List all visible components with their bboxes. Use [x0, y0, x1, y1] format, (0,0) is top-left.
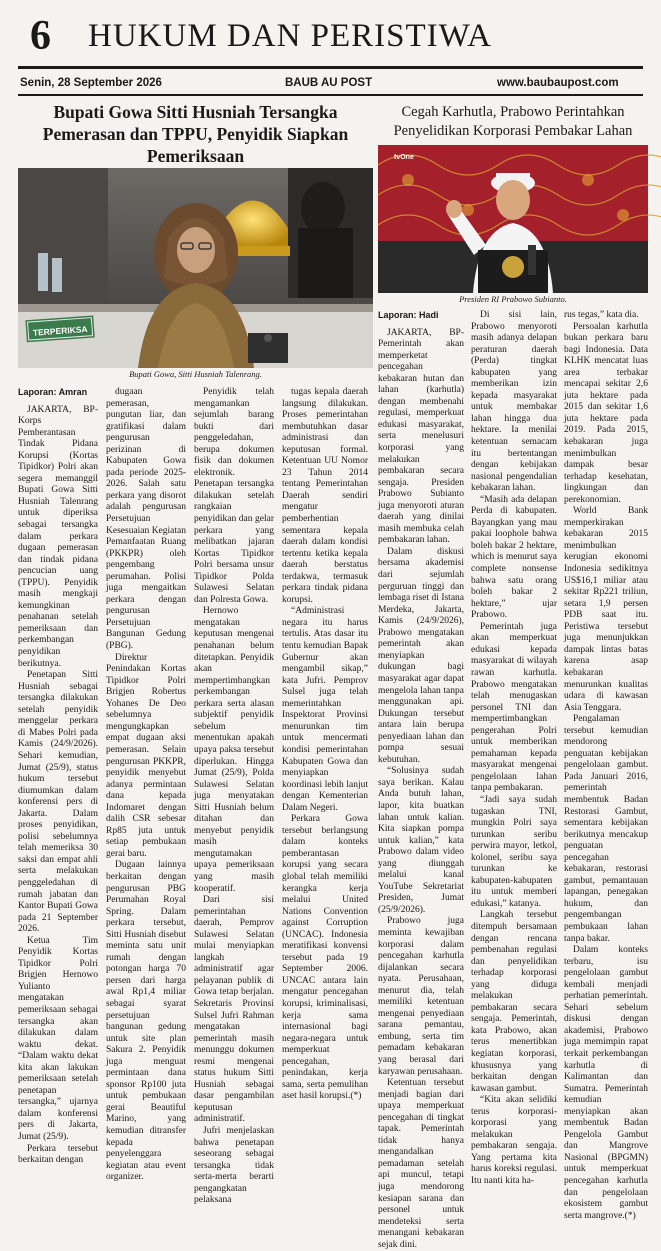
masthead-rule-bottom	[18, 94, 643, 96]
right-col3-p5: Dalam konteks terbaru, isu pengelolaan gambut kembali menjadi perhatian pemerintah. Sehari sebelum diskusi dengan akademisi, Prabowo juga memimpin rapat terkait perkembangan karhutla di Kalimantan dan Sumatra. Pemerintah kemudian menyiapkan akan membentuk Badan Pengelola Gambut dan Mangrove Nasional (BPGMN) untuk memperkuat pencegahan karhutla dan pengelolaan ekosistem gambut serta mangrove.(*)	[564, 945, 648, 1221]
right-col3-p4: Pengalaman tersebut kemudian mendorong penguatan kebijakan pengelolaan gambut. Pada Januari 2016, pemerintah membentuk Badan Restorasi Gambut, sementara kebijakan berikutnya mencakup penguatan pencegahan kebakaran, restorasi gambut, pemantauan lapangan, penegakan hukum, dan pengembangan pembukaan lahan tanpa bakar.	[564, 714, 648, 944]
right-headline: Cegah Karhutla, Prabowo Perintahkan Penyelidikan Korporasi Pembakar Lahan	[393, 104, 633, 139]
left-col1-p4: Perkara tersebut berkaitan dengan	[18, 1143, 98, 1166]
right-col2-p1: Di sisi lain, Prabowo menyoroti masih adanya delapan peraturan daerah (Perda) tingkat kabupaten yang memberikan izin kepada masyarakat untuk membakar lahan hingga dua hektare. Ia menilai ketentuan semacam itu bertentangan dengan kebijakan nasional pengendalian kebakaran lahan.	[471, 310, 557, 494]
left-col4-p3: Perkara Gowa tersebut berlangsung dalam konteks pemberantasan korupsi yang secara global telah memiliki kerangka kerja melalui United Nations Convention against Corruption (UNCAC). Indonesia meratifikasi konvensi tersebut pada 19 September 2006. UNCAC antara lain mengatur pencegahan korupsi, kriminalisasi, kerja sama internasional bagi negara-negara untuk memperkuat pencegahan, penindakan, kerja sama, serta pemulihan aset hasil korupsi.(*)	[282, 814, 368, 1102]
president-photo-illustration	[378, 145, 648, 293]
left-col-1	[18, 387, 98, 1166]
right-col1-p4: Prabowo juga meminta kewajiban korporasi dalam pencegahan karhutla dijalankan secara nyata. Perusahaan, menurut dia, telah memiliki ketentuan mengenai penyediaan sarana pemantau, embung, serta tim pemadam kebakaran yang berasal dari karyawan perusahaan.	[378, 916, 464, 1077]
right-col2-p6: “Kita akan selidiki terus korporasi-korporasi yang melakukan pembakaran sengaja. Yang pertama kita harus koreksi regulasi. Itu nanti kita ha-	[471, 1095, 557, 1187]
tv-badge: tvOne	[394, 154, 414, 161]
right-col-3	[564, 310, 648, 1221]
right-col2-p3: Pemerintah juga akan memperkuat edukasi kepada masyarakat di wilayah rawan karhutla. Prabowo mengatakan telah menugaskan personel TNI dan mempertimbangkan pengerahan Polri untuk memberikan pemahaman kepada masyarakat mengenai pengelolaan lahan tanpa pembakaran.	[471, 621, 557, 794]
left-col1-p1: JAKARTA, BP- Korps Pemberantasan Tindak Pidana Korupsi (Kortas Tipidkor) Polri akan segera memanggil Bupati Gowa Sitti Husniah Talenrang untuk diperiksa sebagai tersangka dalam perkara dugaan pemerasan dan tindak pidana pencucian uang (TPPU). Penyidik masih mengkaji kemungkinan penahanan setelah pemeriksaan dan perkembangan penyidikan berikutnya.	[18, 404, 98, 669]
left-col3-p3: Dari sisi pemerintahan daerah, Pemprov Sulawesi Selatan mulai menyiapkan langkah administratif agar pelayanan publik di Gowa tetap berjalan. Sekretaris Provinsi Sulsel Jufri Rahman mengatakan pemerintah masih menunggu dokumen resmi mengenai status hukum Sitti Husniah sebagai dasar pengambilan keputusan administratif.	[194, 895, 274, 1125]
right-col1-p5: Ketentuan tersebut menjadi bagian dari upaya memperkuat pencegahan di tingkat tapak. Pemerintah tidak hanya mengandalkan pemadaman setelah api muncul, tetapi juga mendorong kesiapan sarana dan personel untuk mendeteksi serta menangani kebakaran sejak dini.	[378, 1078, 464, 1250]
section-rubric: HUKUM DAN PERISTIWA	[88, 18, 492, 54]
left-photo	[18, 168, 373, 368]
right-col-1	[378, 310, 464, 1250]
right-photo	[378, 145, 648, 293]
left-col2-p2: Direktur Penindakan Kortas Tipidkor Polri Brigjen Robertus Yohanes De Deo sebelumnya mengungkapkan empat dugaan aksi pemerasan. Selain pengurusan PKKPR, penyidik menyebut adanya permintaan dana kepada Indomaret dengan dalih CSR sebesar Rp85 juta untuk setiap pembukaan gerai baru.	[106, 652, 186, 859]
right-col3-p2: Persoalan karhutla bukan perkara baru bagi Indonesia. Data KLHK mencatat luas area terbakar mencapai sekitar 2,6 juta hektare pada 2015 dan sekitar 1,6 juta hektare pada 2019. Pada 2015, kebakaran juga menimbulkan dampak besar terhadap kesehatan, lingkungan dan perekonomian.	[564, 321, 648, 505]
masthead-rule-top	[18, 66, 643, 69]
page-number: 6	[30, 13, 51, 59]
right-col3-p1: rus tegas,” kata dia.	[564, 310, 639, 320]
left-col3-p1: Penyidik telah mengamankan sejumlah barang bukti dari penggeledahan, berupa dokumen fisik dan dokumen elektronik. Penetapan tersangka dilakukan setelah rangkaian penyidikan dan gelar perkara yang melibatkan jajaran Kortas Tipidkor Polri bersama unsur Tipidkor Polda Sulawesi Selatan dan Polresta Gowa.	[194, 387, 274, 605]
left-col4-p1: tugas kepala daerah langsung dilakukan. Proses pemerintahan membutuhkan dasar administrasi dan keputusan formal. Ketentuan UU Nomor 23 Tahun 2014 tentang Pemerintahan Daerah sendiri mengatur pemberhentian sementara kepala daerah dalam kondisi tertentu ketika kepala daerah berstatus terdakwa, termasuk perkara tindak pidana korupsi.	[282, 387, 368, 605]
left-col-3	[194, 387, 274, 1206]
right-col1-p3: “Solusinya sudah saya berikan. Kalau Anda butuh lahan, lapor, kita buatkan lahan untuk kalian. Kita siapkan pompa untuk kalian,” kata Prabowo dalam video yang diunggah melalui kanal YouTube Sekretariat Presiden, Jumat (25/9/2026).	[378, 766, 464, 915]
left-photo-caption: Bupati Gowa, Sitti Husniah Talenrang.	[129, 369, 262, 379]
masthead	[0, 0, 661, 72]
left-col1-p3: Ketua Tim Penyidik Kortas Tipidkor Polri Brigjen Hernowo Yulianto mengatakan pemeriksaan sebagai tersangka akan dilakukan dalam waktu dekat. “Dalam waktu dekat kita akan lakukan pemeriksaan setelah penetapan tersangka,” ujarnya dalam konferensi pers di Jakarta, Jumat (25/9).	[18, 935, 98, 1142]
website-link[interactable]: www.baubaupost.com	[497, 77, 619, 89]
left-col-4	[282, 387, 368, 1102]
issue-date: Senin, 28 September 2026	[20, 77, 162, 89]
right-col1-p2: Dalam diskusi bersama akademisi dari sejumlah perguruan tinggi dan lembaga riset di Istana Merdeka, Jakarta, Kamis (24/9/2026), Prabowo mengatakan pemerintah akan menyiapkan dukungan bagi masyarakat agar dapat mengelola lahan tanpa menggunakan api. Dukungan tersebut antara lain berupa penyediaan lahan dan pompa sesuai kebutuhan.	[378, 546, 464, 765]
desk-sign-text: TERPERIKSA	[32, 323, 88, 338]
right-col1-p1: JAKARTA, BP- Pemerintah akan memperketat pencegahan kebakaran hutan dan lahan (karhutla) dengan membenahi regulasi, memperkuat edukasi masyarakat, serta menelusuri korporasi yang melakukan pembakaran secara sengaja. Presiden Prabowo Subianto juga menyoroti aturan daerah yang dinilai masih membuka celah pembakaran lahan.	[378, 327, 464, 546]
left-col3-p2: Hernowo mengatakan keputusan mengenai penahanan belum ditetapkan. Penyidik akan mempertimbangkan perkembangan perkara serta alasan subjektif penyidik sebelum menentukan apakah upaya paksa tersebut diperlukan. Hingga Jumat (25/9), Polda Sulawesi Selatan juga menyatakan Sitti Husniah belum ditahan dan menyebut penyidik masih mengutamakan upaya pemeriksaan yang masih kooperatif.	[194, 606, 274, 894]
left-col1-p2: Penetapan Sitti Husniah sebagai tersangka dilakukan setelah penyidik menggelar perkara di Mabes Polri pada Kamis (24/9/2026). Sehari kemudian, Jumat (25/9), status hukum tersebut diumumkan dalam konferensi pers di Jakarta. Dalam proses penyidikan, polisi sebelumnya telah memeriksa 30 saksi dan empat ahli serta melakukan penggeledahan di rumah jabatan dan Kantor Bupati Gowa pada 21 September 2026.	[18, 670, 98, 935]
right-col3-p3: World Bank memperkirakan kebakaran 2015 menimbulkan kerugian ekonomi Indonesia sedikitnya US$16,1 miliar atau sekitar Rp221 triliun, setara 1,9 persen PDB saat itu. Peristiwa tersebut juga menunjukkan dampak lintas batas karena asap kebakaran menurunkan kualitas udara di kawasan Asia Tenggara.	[564, 506, 648, 713]
left-col2-p3: Dugaan lainnya berkaitan dengan pengurusan PBG Perumahan Royal Spring. Dalam perkara tersebut, Sitti Husniah disebut meminta satu unit rumah dengan potongan harga 70 persen dari harga awal Rp1,4 miliar sebagai syarat persetujuan bangunan gedung untuk site plan Sakura 2. Penyidik juga menguat permintaan dana sponsor Rp100 juta untuk pembukaan gerai Beautiful Marino, yang kemudian ditransfer kepada penyelenggara kegiatan atau event organizer.	[106, 860, 186, 1183]
left-byline: Laporan: Amran	[18, 387, 88, 397]
left-col-2	[106, 387, 186, 1183]
right-col2-p4: “Jadi saya sudah tugaskan TNI, mungkin Polri saya turunkan seribu perwira mayor, letkol, kolonel, seribu saya turunkan ke kabupaten-kabupaten itu untuk memberi edukasi,” katanya.	[471, 794, 557, 909]
left-headline: Bupati Gowa Sitti Husniah Tersangka Pemerasan dan TPPU, Penyidik Siapkan Pemeriksaan	[42, 102, 349, 166]
right-col2-p2: “Masih ada delapan Perda di kabupaten. Bayangkan yang mau pakai loophole bahwa boleh bakar 2 hektare, which is menurut saya complete nonsense bahwa satu orang boleh bakar 2 hektare,” ujar Prabowo.	[471, 494, 557, 621]
right-col-2	[471, 310, 557, 1187]
left-col4-p2: “Administrasi negara itu harus tertulis. Atas dasar itu tentu kemudian Bapak Gubernur akan mengambil sikap,” kata Jufri. Pemprov Sulsel juga telah memerintahkan Inspektorat Provinsi menurunkan tim untuk mencermati kondisi pemerintahan Kabupaten Gowa dan menyiapkan koordinasi lebih lanjut dengan Kementerian Dalam Negeri.	[282, 606, 368, 813]
right-col2-p5: Langkah tersebut ditempuh bersamaan dengan rencana pembenahan regulasi dan penyelidikan terhadap korporasi yang diduga melakukan pembakaran secara sengaja. Pemerintah, kata Prabowo, akan terus menertibkan kegiatan korporasi, khususnya yang berkaitan dengan kawasan gambut.	[471, 910, 557, 1094]
right-byline: Laporan: Hadi	[378, 310, 439, 320]
left-col2-p1: dugaan pemerasan, pungutan liar, dan gratifikasi dalam pengurusan perizinan di Kabupaten Gowa pada periode 2025-2026. Salah satu perkara yang disorot adalah pengurusan Persetujuan Kesesuaian Kegiatan Pemanfaatan Ruang (PKKPR) oleh pengembang perumahan. Polisi juga mengaitkan perkara dengan pengurusan Persetujuan Bangunan Gedung (PBG).	[106, 387, 186, 652]
paper-name: BAUB AU POST	[285, 77, 373, 89]
left-col3-p4: Jufri menjelaskan bahwa penetapan seseorang sebagai tersangka tidak serta-merta berarti pengangkatan pelaksana	[194, 1126, 274, 1206]
bupati-photo-illustration	[18, 168, 373, 368]
right-photo-caption: Presiden RI Prabowo Subianto.	[459, 294, 567, 304]
